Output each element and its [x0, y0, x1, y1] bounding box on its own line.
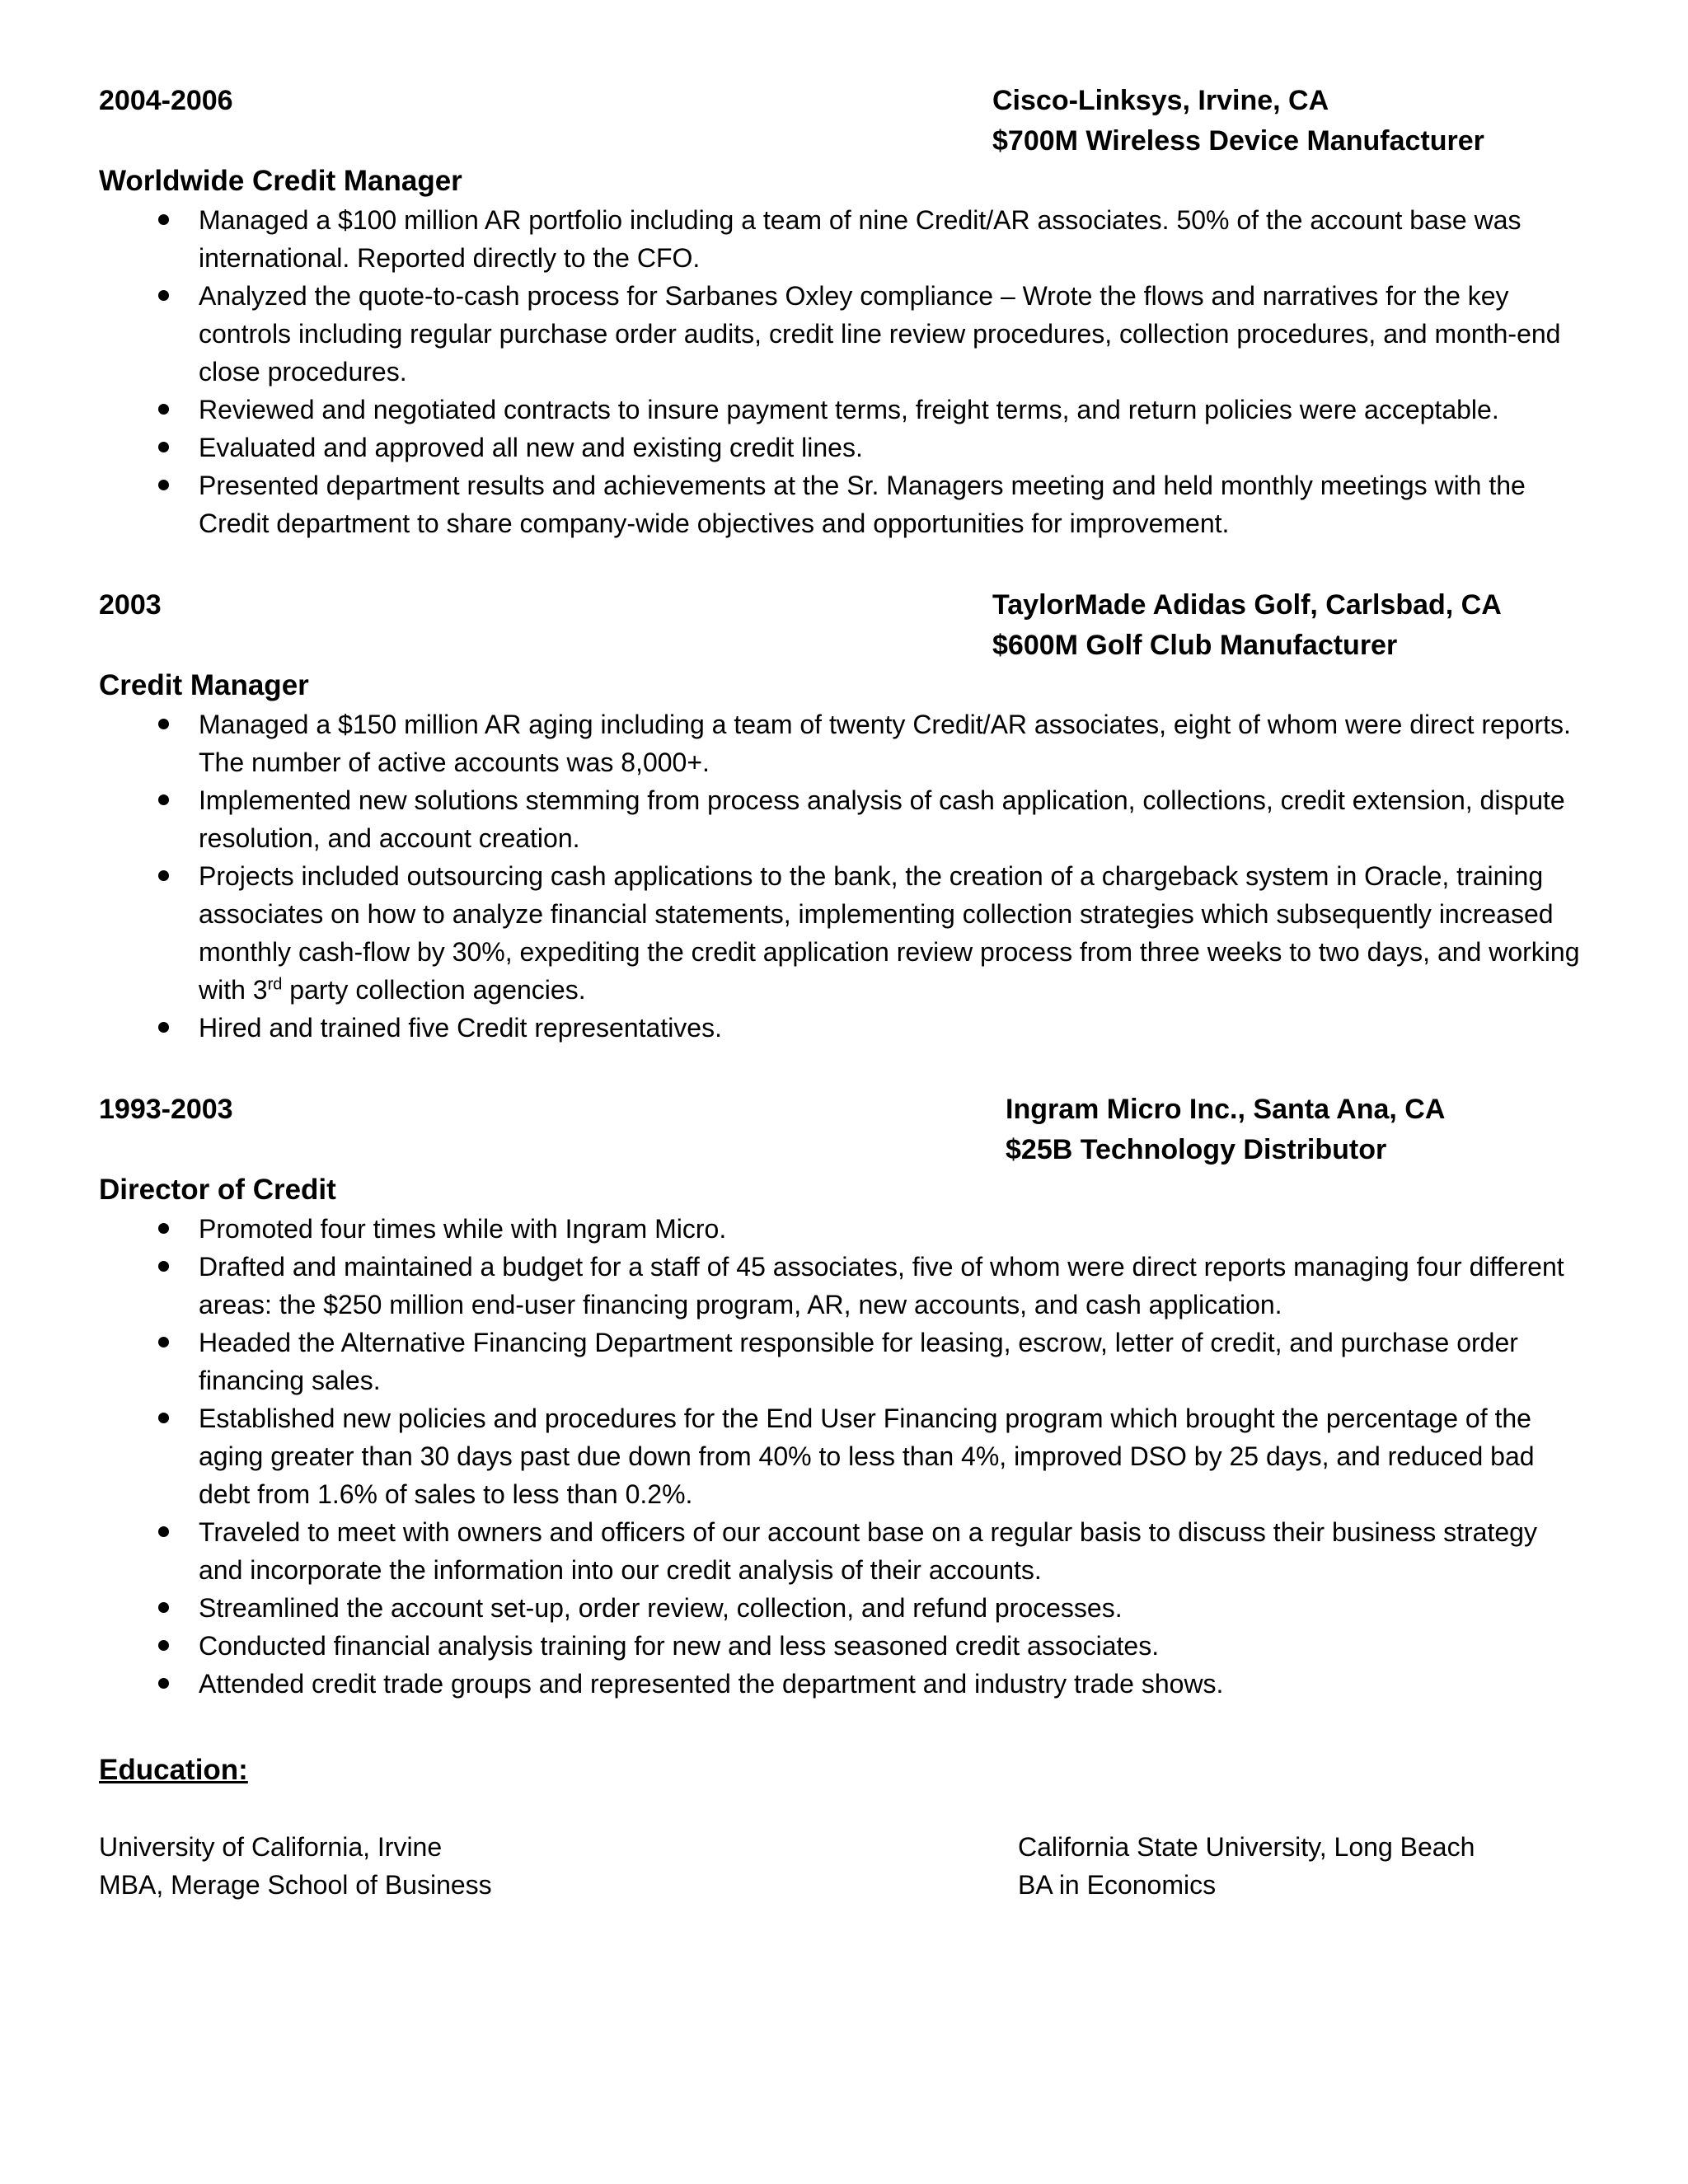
education-heading: Education:	[99, 1754, 248, 1786]
job-title: Worldwide Credit Manager	[99, 165, 462, 197]
bullet-icon	[158, 290, 169, 301]
list-item: Conducted financial analysis training for new and less seasoned credit associates.	[99, 1627, 1582, 1665]
company-description: $700M Wireless Device Manufacturer	[992, 125, 1484, 157]
school-degree: BA in Economics	[1018, 1870, 1217, 1900]
company-block	[1006, 1090, 1445, 1170]
job-entry-ingram-micro	[99, 1090, 1582, 1703]
job-header	[99, 81, 1582, 162]
job-bullets	[99, 201, 1582, 542]
job-title: Director of Credit	[99, 1174, 336, 1206]
list-item: Managed a $100 million AR portfolio including a team of nine Credit/AR associates. 50% of the account base was international. Reported directly to the CFO.	[99, 201, 1582, 277]
job-bullets	[99, 705, 1582, 1047]
list-item: Headed the Alternative Financing Department responsible for leasing, escrow, letter of credit, and purchase order financing sales.	[99, 1324, 1582, 1399]
company-description: $600M Golf Club Manufacturer	[992, 630, 1398, 661]
job-entry-cisco	[99, 81, 1582, 542]
school-entry	[1018, 1828, 1475, 1904]
list-item: Attended credit trade groups and represented the department and industry trade shows.	[99, 1665, 1582, 1703]
school-entry	[99, 1828, 492, 1904]
bullet-icon	[158, 404, 169, 415]
company-name: Cisco-Linksys, Irvine, CA	[992, 85, 1329, 116]
bullet-icon	[158, 1337, 169, 1347]
job-header	[99, 1090, 1582, 1170]
list-item: Promoted four times while with Ingram Micro.	[99, 1210, 1582, 1248]
bullet-icon	[158, 1413, 169, 1423]
list-item: Analyzed the quote-to-cash process for Sarbanes Oxley compliance – Wrote the flows and narratives for the key controls including regular purchase order audits, credit line review procedures, collection procedures, and month-end close procedures.	[99, 277, 1582, 391]
list-item: Reviewed and negotiated contracts to insure payment terms, freight terms, and return policies were acceptable.	[99, 391, 1582, 429]
bullet-icon	[158, 1261, 169, 1272]
list-item: Projects included outsourcing cash applications to the bank, the creation of a chargeback system in Oracle, training associates on how to analyze financial statements, implementing collection strategies which subsequently increased monthly cash-flow by 30%, expediting the credit application review process from three weeks to two days, and working with 3rd party collection agencies.	[99, 857, 1582, 1009]
list-item: Hired and trained five Credit representatives.	[99, 1009, 1582, 1047]
job-dates: 1993-2003	[99, 1094, 233, 1125]
school-name: University of California, Irvine	[99, 1832, 443, 1862]
job-title: Credit Manager	[99, 669, 309, 701]
school-name: California State University, Long Beach	[1018, 1832, 1475, 1862]
job-header	[99, 585, 1582, 666]
company-block	[992, 81, 1484, 162]
bullet-icon	[158, 870, 169, 881]
list-item: Established new policies and procedures for the End User Financing program which brought the percentage of the aging greater than 30 days past due down from 40% to less than 4%, improved DSO by 25 days, and reduced bad debt from 1.6% of sales to less than 0.2%.	[99, 1399, 1582, 1513]
list-item: Traveled to meet with owners and officers of our account base on a regular basis to discuss their business strategy and incorporate the information into our credit analysis of their accounts.	[99, 1513, 1582, 1589]
company-name: TaylorMade Adidas Golf, Carlsbad, CA	[992, 589, 1502, 621]
list-item: Streamlined the account set-up, order review, collection, and refund processes.	[99, 1589, 1582, 1627]
list-item: Presented department results and achievements at the Sr. Managers meeting and held monthly meetings with the Credit department to share company-wide objectives and opportunities for improvement.	[99, 466, 1582, 542]
bullet-icon	[158, 214, 169, 225]
job-entry-taylormade	[99, 585, 1582, 1047]
list-item: Managed a $150 million AR aging including a team of twenty Credit/AR associates, eight of whom were direct reports. The number of active accounts was 8,000+.	[99, 705, 1582, 781]
school-degree: MBA, Merage School of Business	[99, 1870, 492, 1900]
bullet-icon	[158, 794, 169, 805]
bullet-icon	[158, 1223, 169, 1234]
list-item: Implemented new solutions stemming from process analysis of cash application, collections, credit extension, dispute resolution, and account creation.	[99, 781, 1582, 857]
company-name: Ingram Micro Inc., Santa Ana, CA	[1006, 1094, 1446, 1125]
company-block	[992, 585, 1502, 666]
job-dates: 2004-2006	[99, 85, 233, 116]
job-dates: 2003	[99, 589, 162, 621]
bullet-icon	[158, 1640, 169, 1651]
bullet-icon	[158, 1602, 169, 1613]
bullet-icon	[158, 719, 169, 729]
bullet-icon	[158, 442, 169, 452]
list-item: Drafted and maintained a budget for a staff of 45 associates, five of whom were direct reports managing four different areas: the $250 million end-user financing program, AR, new accounts, and cash application.	[99, 1248, 1582, 1324]
bullet-icon	[158, 1526, 169, 1537]
company-description: $25B Technology Distributor	[1006, 1134, 1387, 1165]
bullet-icon	[158, 1678, 169, 1689]
bullet-icon	[158, 480, 169, 490]
job-bullets	[99, 1210, 1582, 1703]
list-item: Evaluated and approved all new and existing credit lines.	[99, 429, 1582, 466]
bullet-icon	[158, 1022, 169, 1033]
